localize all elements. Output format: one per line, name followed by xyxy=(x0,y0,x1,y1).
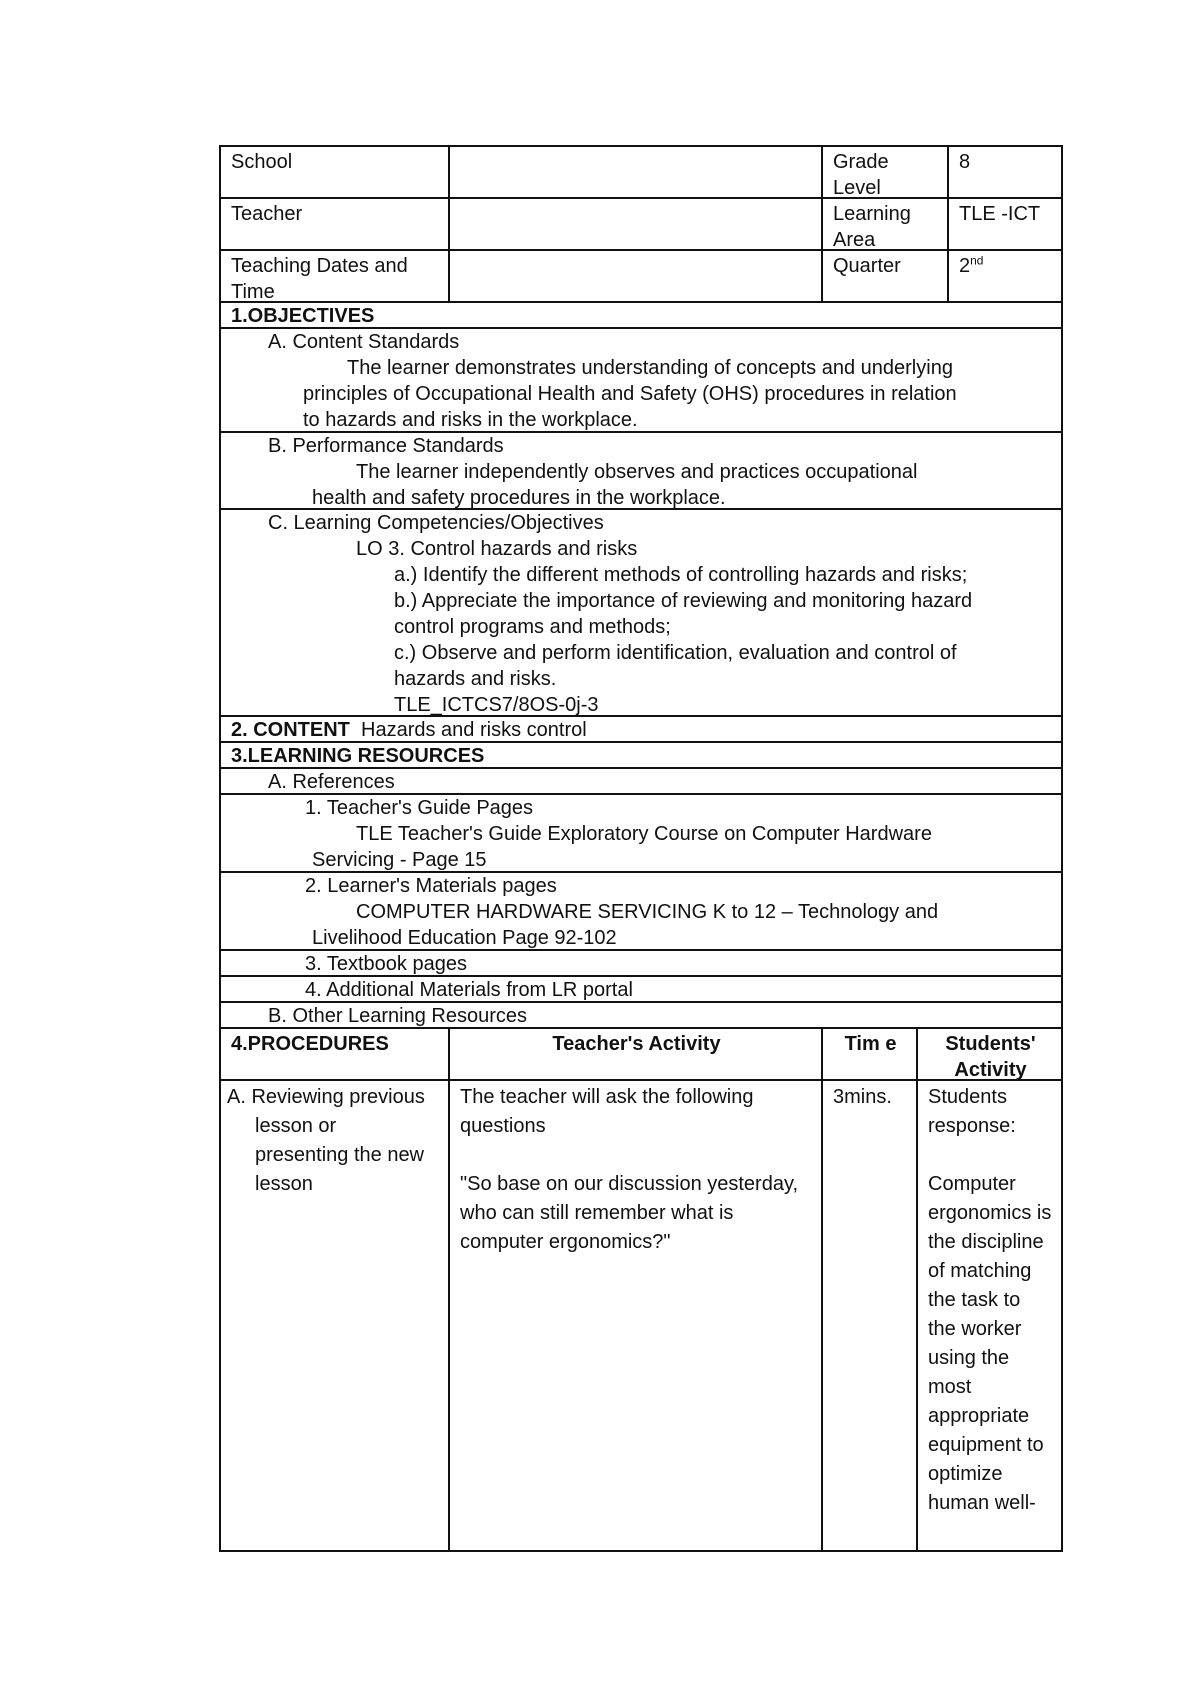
objective-a: a.) Identify the different methods of controlling hazards and risks; xyxy=(394,564,968,586)
procedures-header-row xyxy=(221,1027,1061,1079)
teacher-activity-text-2: "So base on our discussion yesterday, who can still remember what is computer ergonomics?" xyxy=(460,1173,799,1253)
textbook-title: 3. Textbook pages xyxy=(305,953,467,975)
teachers-guide-title: 1. Teacher's Guide Pages xyxy=(305,797,534,819)
objectives-heading-row xyxy=(221,301,1061,327)
competencies-title: C. Learning Competencies/Objectives xyxy=(268,512,604,534)
learners-materials-title: 2. Learner's Materials pages xyxy=(305,875,557,897)
references-title: A. References xyxy=(268,771,395,793)
time-heading: Tim e xyxy=(821,1029,916,1079)
teaching-dates-label: Teaching Dates and Time xyxy=(231,255,408,301)
spacer xyxy=(928,1141,1053,1170)
additional-materials-row xyxy=(221,975,1061,1001)
school-row xyxy=(221,147,1061,197)
teacher-label: Teacher xyxy=(231,203,303,225)
content-label: 2. CONTENT xyxy=(231,719,350,741)
learners-materials-cell xyxy=(221,873,1061,949)
content-standards-text-2: principles of Occupational Health and Safety (OHS) procedures in relation xyxy=(303,383,957,405)
teacher-activity-text-1: The teacher will ask the following questions xyxy=(460,1086,754,1137)
teachers-guide-text-2: Servicing - Page 15 xyxy=(312,849,487,871)
objective-b-line-2: control programs and methods; xyxy=(394,616,671,638)
competency-code: TLE_ICTCS7/8OS-0j-3 xyxy=(394,694,599,715)
quarter-value xyxy=(947,251,1061,301)
additional-materials-title: 4. Additional Materials from LR portal xyxy=(305,979,633,1001)
performance-standards-title: B. Performance Standards xyxy=(268,435,504,457)
performance-standards-cell xyxy=(221,433,1061,508)
lo-line: LO 3. Control hazards and risks xyxy=(356,538,638,560)
time-cell: 3mins. xyxy=(821,1081,916,1550)
competencies-row xyxy=(221,508,1061,715)
school-label: School xyxy=(231,151,293,173)
performance-standards-row xyxy=(221,431,1061,508)
quarter-number: 2 xyxy=(959,255,971,277)
performance-standards-text-1: The learner independently observes and practices occupational xyxy=(356,461,918,483)
learners-materials-text-1: COMPUTER HARDWARE SERVICING K to 12 – Technology and xyxy=(356,901,939,923)
other-resources-title: B. Other Learning Resources xyxy=(268,1005,528,1027)
teachers-guide-cell xyxy=(221,795,1061,871)
step-a-cell xyxy=(221,1081,448,1550)
references-cell xyxy=(221,769,1061,793)
objective-c-line-2: hazards and risks. xyxy=(394,668,557,690)
students-activity-text-2: Computer ergonomics is the discipline of matching the task to the worker using the most appropriate equipment to optimize human well- xyxy=(928,1173,1052,1514)
content-cell xyxy=(221,717,1061,741)
lesson-plan-table xyxy=(219,145,1063,1552)
additional-materials-cell xyxy=(221,977,1061,1001)
content-standards-title: A. Content Standards xyxy=(268,331,460,353)
teachers-guide-text-1: TLE Teacher's Guide Exploratory Course on Computer Hardware xyxy=(356,823,932,845)
spacer xyxy=(460,1141,813,1170)
quarter-label: Quarter xyxy=(821,251,947,301)
teaching-dates-value xyxy=(448,251,821,301)
resources-heading-row xyxy=(221,741,1061,767)
learning-area-label: Learning Area xyxy=(821,199,947,249)
teachers-activity-heading: Teacher's Activity xyxy=(448,1029,821,1079)
procedures-heading: 4.PROCEDURES xyxy=(231,1033,389,1055)
content-standards-cell xyxy=(221,329,1061,431)
references-row xyxy=(221,767,1061,793)
learners-materials-text-2: Livelihood Education Page 92-102 xyxy=(312,927,617,949)
step-a-label: A. Reviewing previous lesson or presenting the new lesson xyxy=(227,1086,425,1195)
content-text: Hazards and risks control xyxy=(361,719,587,741)
performance-standards-text-2: health and safety procedures in the workplace. xyxy=(312,487,726,508)
teachers-guide-row xyxy=(221,793,1061,871)
school-value xyxy=(448,147,821,197)
other-resources-cell xyxy=(221,1003,1061,1027)
grade-level-value: 8 xyxy=(947,147,1061,197)
competencies-cell xyxy=(221,510,1061,715)
grade-level-label: Grade Level xyxy=(821,147,947,197)
objective-b-line-1: b.) Appreciate the importance of reviewing and monitoring hazard xyxy=(394,590,973,612)
resources-heading: 3.LEARNING RESOURCES xyxy=(231,745,485,767)
students-activity-heading: Students' Activity xyxy=(916,1029,1061,1079)
dates-row xyxy=(221,249,1061,301)
learning-area-value: TLE -ICT xyxy=(947,199,1061,249)
teacher-row xyxy=(221,197,1061,249)
textbook-row xyxy=(221,949,1061,975)
content-standards-text-1: The learner demonstrates understanding of concepts and underlying xyxy=(347,357,953,379)
students-activity-text-1: Students response: xyxy=(928,1086,1016,1137)
other-resources-row xyxy=(221,1001,1061,1027)
content-standards-row xyxy=(221,327,1061,431)
procedure-step-a-row xyxy=(221,1079,1061,1550)
content-standards-text-3: to hazards and risks in the workplace. xyxy=(303,409,638,431)
quarter-suffix: nd xyxy=(970,253,984,268)
objective-c-line-1: c.) Observe and perform identification, evaluation and control of xyxy=(394,642,957,664)
learners-materials-row xyxy=(221,871,1061,949)
textbook-cell xyxy=(221,951,1061,975)
students-activity-cell xyxy=(916,1081,1061,1550)
objectives-heading: 1.OBJECTIVES xyxy=(231,305,375,327)
content-row xyxy=(221,715,1061,741)
teacher-activity-cell xyxy=(448,1081,821,1550)
teacher-value xyxy=(448,199,821,249)
